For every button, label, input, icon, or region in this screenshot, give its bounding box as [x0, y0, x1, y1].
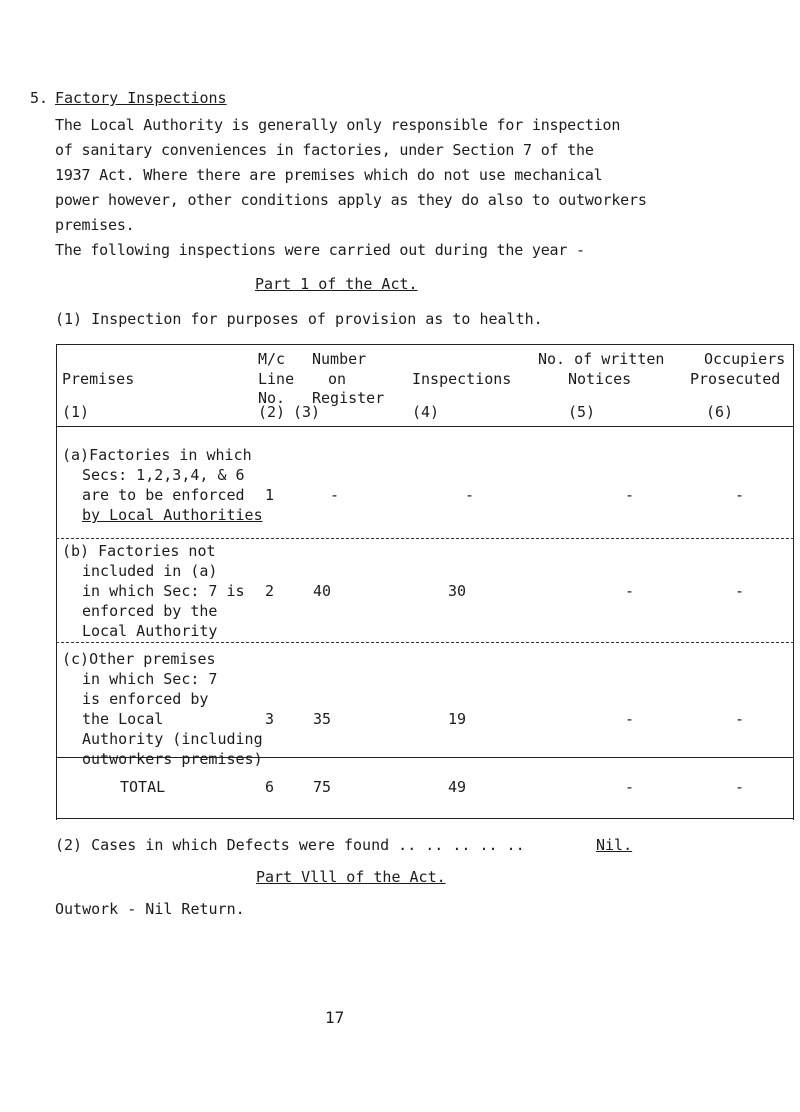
- row-c-notices: -: [625, 710, 635, 728]
- header-register-1: Number: [312, 350, 367, 368]
- row-b-prosecuted: -: [735, 582, 745, 600]
- item-2-value: Nil.: [596, 836, 633, 854]
- table-bottom-border: [56, 818, 794, 819]
- row-b-premises-5: Local Authority: [82, 622, 218, 640]
- col-number-6: (6): [706, 403, 734, 421]
- header-mc-line-2: Line: [258, 370, 295, 388]
- total-notices: -: [625, 778, 635, 796]
- part1-title: Part 1 of the Act.: [255, 275, 418, 293]
- total-inspections: 49: [448, 778, 467, 796]
- row-b-register: 40: [313, 582, 332, 600]
- row-a-mc-line: 1: [265, 486, 275, 504]
- col-number-2: (2): [258, 403, 286, 421]
- row-b-premises-3: in which Sec: 7 is: [82, 582, 245, 600]
- row-b-notices: -: [625, 582, 635, 600]
- header-premises: Premises: [62, 370, 135, 388]
- row-c-register: 35: [313, 710, 332, 728]
- header-prosecuted-2: Prosecuted: [690, 370, 781, 388]
- col-number-3: (3): [293, 403, 321, 421]
- row-a-register: -: [330, 486, 340, 504]
- header-inspections: Inspections: [412, 370, 512, 388]
- header-register-2: on: [328, 370, 347, 388]
- section-number: 5.: [30, 89, 49, 107]
- row-b-premises-1: (b) Factories not: [62, 542, 216, 560]
- row-c-prosecuted: -: [735, 710, 745, 728]
- row-c-premises-5: Authority (including: [82, 730, 263, 748]
- paragraph-line-4: power however, other conditions apply as they do also to outworkers: [55, 191, 647, 209]
- item-1-text: (1) Inspection for purposes of provision as to health.: [55, 310, 543, 328]
- col-number-4: (4): [412, 403, 440, 421]
- col-number-5: (5): [568, 403, 596, 421]
- total-prosecuted: -: [735, 778, 745, 796]
- row-a-prosecuted: -: [735, 486, 745, 504]
- row-b-inspections: 30: [448, 582, 467, 600]
- row-c-premises-4: the Local: [82, 710, 164, 728]
- row-a-premises-3: are to be enforced: [82, 486, 245, 504]
- row-a-notices: -: [625, 486, 635, 504]
- row-b-premises-4: enforced by the: [82, 602, 218, 620]
- paragraph-line-6: The following inspections were carried out during the year -: [55, 241, 585, 259]
- total-label: TOTAL: [120, 778, 166, 796]
- total-register: 75: [313, 778, 332, 796]
- item-2-text: (2) Cases in which Defects were found .. .. .. .. ..: [55, 836, 525, 854]
- header-written-notices-2: Notices: [568, 370, 632, 388]
- row-c-premises-2: in which Sec: 7: [82, 670, 218, 688]
- paragraph-line-1: The Local Authority is generally only responsible for inspection: [55, 116, 621, 134]
- paragraph-line-5: premises.: [55, 216, 135, 234]
- header-mc-line-1: M/c: [258, 350, 286, 368]
- row-c-premises-6: outworkers premises): [82, 750, 263, 768]
- row-c-mc-line: 3: [265, 710, 275, 728]
- row-a-premises-2: Secs: 1,2,3,4, & 6: [82, 466, 245, 484]
- header-register-3: Register: [312, 389, 385, 407]
- row-a-premises-1: (a)Factories in which: [62, 446, 252, 464]
- col-number-1: (1): [62, 403, 90, 421]
- row-b-premises-2: included in (a): [82, 562, 218, 580]
- row-c-premises-3: is enforced by: [82, 690, 209, 708]
- table-top-border: [56, 344, 794, 345]
- outwork-line: Outwork - Nil Return.: [55, 900, 245, 918]
- row-a-premises-4: by Local Authorities: [82, 506, 263, 524]
- header-divider: [56, 426, 794, 427]
- section-heading: Factory Inspections: [55, 89, 227, 107]
- paragraph-line-3: 1937 Act. Where there are premises which do not use mechanical: [55, 166, 603, 184]
- row-a-inspections: -: [465, 486, 475, 504]
- header-occupiers-1: Occupiers: [704, 350, 786, 368]
- page-number: 17: [325, 1008, 345, 1027]
- header-mc-line-3: No.: [258, 389, 286, 407]
- row-b-divider: [56, 642, 794, 643]
- row-c-inspections: 19: [448, 710, 467, 728]
- total-mc-line: 6: [265, 778, 275, 796]
- part8-title: Part Vlll of the Act.: [256, 868, 446, 886]
- paragraph-line-2: of sanitary conveniences in factories, under Section 7 of the: [55, 141, 594, 159]
- row-c-premises-1: (c)Other premises: [62, 650, 216, 668]
- header-written-notices-1: No. of written: [538, 350, 665, 368]
- row-b-mc-line: 2: [265, 582, 275, 600]
- row-a-divider: [56, 538, 794, 539]
